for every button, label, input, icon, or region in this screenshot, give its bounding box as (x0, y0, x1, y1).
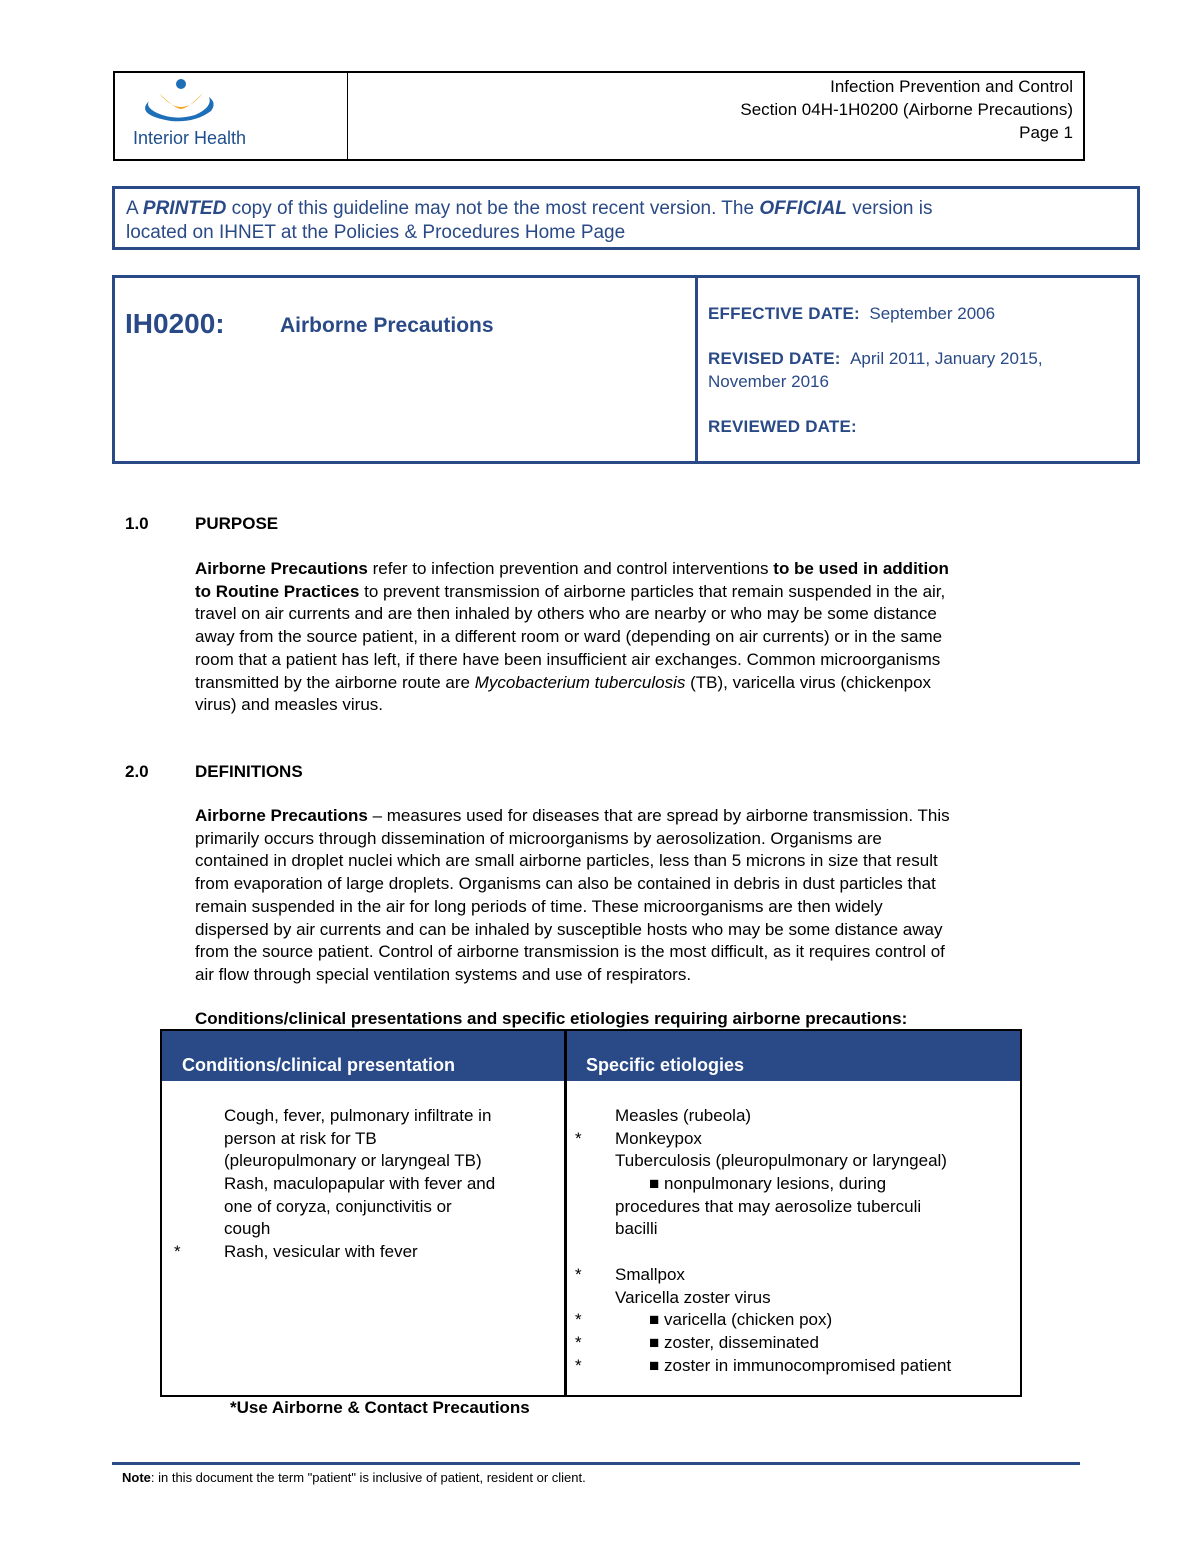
text-run: room that a patient has left, if there have been insufficient air exchanges. Common microorganisms (195, 649, 941, 669)
table-cell-line (162, 1196, 562, 1219)
svg-text:Interior Health: Interior Health (133, 128, 247, 148)
document-header (113, 71, 1085, 161)
table-cell-line (567, 1218, 1019, 1241)
table-cell-line (567, 1264, 1019, 1287)
table-caption: Conditions/clinical presentations and specific etiologies requiring airborne precautions: (195, 1009, 908, 1028)
table-cell-line (162, 1173, 562, 1196)
paragraph-line (195, 672, 1075, 695)
table-cell-text: person at risk for TB (224, 1128, 377, 1148)
table-cell-text: Rash, maculopapular with fever and (224, 1174, 496, 1194)
printed-copy-notice (112, 186, 1140, 250)
notice-text: copy of this guideline may not be the most recent version. The (226, 198, 760, 219)
notice-location: located on IHNET at the Policies & Procedures Home Page (126, 222, 626, 243)
notice-text: version is (846, 198, 933, 219)
asterisk-marker: * (575, 1310, 582, 1330)
logo (115, 73, 348, 159)
table-cell-text: Varicella zoster virus (615, 1287, 771, 1307)
paragraph-line (195, 873, 1075, 896)
table-cell-text: ■ nonpulmonary lesions, during (649, 1174, 887, 1194)
paragraph-line (195, 581, 1075, 604)
notice-text: A (126, 198, 143, 219)
table-cell-text: Measles (rubeola) (615, 1106, 752, 1125)
footer-note-label: Note (122, 1470, 151, 1485)
paragraph-line (195, 896, 1075, 919)
table-cell-text: cough (224, 1219, 271, 1239)
text-run: to prevent transmission of airborne particles that remain suspended in the air, (359, 581, 946, 601)
table-cell-text: Tuberculosis (pleuropulmonary or laryngeal) (615, 1151, 947, 1171)
asterisk-marker: * (575, 1355, 582, 1375)
header-page-number: Page 1 (1019, 123, 1073, 142)
table-cell-line (162, 1105, 562, 1128)
table-cell-text: ■ zoster, disseminated (649, 1332, 819, 1352)
text-run: Airborne Precautions (195, 806, 368, 825)
reviewed-date-label: REVIEWED DATE: (708, 417, 857, 436)
section-number: 1.0 (125, 514, 149, 533)
paragraph-line (195, 919, 1075, 942)
footer-note (122, 1470, 586, 1485)
table-cell-text: (pleuropulmonary or laryngeal TB) (224, 1151, 482, 1171)
etiologies-column (567, 1105, 1019, 1377)
table-cell-line (567, 1196, 1019, 1219)
paragraph-line (195, 828, 1075, 851)
text-run: virus) and measles virus. (195, 695, 384, 715)
definitions-paragraph (195, 805, 1075, 987)
reviewed-date (708, 415, 1128, 438)
text-run: dispersed by air currents and can be inhaled by susceptible hosts who may be some distance away (195, 919, 943, 939)
table-cell-line (162, 1218, 562, 1241)
table-cell-text: ■ zoster in immunocompromised patient (649, 1355, 952, 1375)
revised-date (708, 347, 1128, 393)
column-header: Specific etiologies (586, 1055, 745, 1075)
revised-date-label: REVISED DATE: (708, 349, 841, 368)
paragraph-line (195, 964, 1075, 987)
effective-date-label: EFFECTIVE DATE: (708, 304, 860, 323)
policy-title-box (112, 275, 1140, 464)
table-cell-line (567, 1287, 1019, 1310)
divider (695, 278, 698, 461)
text-run: refer to infection prevention and control interventions (367, 559, 774, 578)
asterisk-marker: * (174, 1242, 181, 1262)
policy-name: Airborne Precautions (280, 314, 494, 337)
table-footnote: *Use Airborne & Contact Precautions (230, 1398, 530, 1417)
text-run: to Routine Practices (195, 581, 360, 601)
table-cell-line (567, 1105, 1019, 1128)
text-run: Airborne Precautions (195, 559, 368, 578)
column-header: Conditions/clinical presentation (182, 1055, 456, 1075)
table-cell-text: Monkeypox (615, 1128, 702, 1148)
section-title: PURPOSE (195, 514, 279, 533)
notice-official: OFFICIAL (759, 198, 847, 219)
conditions-table (160, 1029, 1022, 1397)
effective-date-value: September 2006 (869, 304, 996, 323)
text-run: from evaporation of large droplets. Organisms can also be contained in debris in dust particles that (195, 874, 936, 894)
asterisk-marker: * (575, 1264, 582, 1284)
text-run: Mycobacterium tuberculosis (474, 672, 686, 692)
revised-date-value: November 2016 (708, 372, 829, 391)
interior-health-logo-icon (115, 73, 347, 159)
text-run: air flow through special ventilation systems and use of respirators. (195, 964, 692, 984)
header-section: Section 04H-1H0200 (Airborne Precautions) (740, 100, 1073, 119)
text-run: away from the source patient, in a different room or ward (depending on air currents) or in the same (195, 627, 943, 647)
text-run: from the source patient. Control of airborne transmission is the most difficult, as it requires control of (195, 942, 945, 962)
policy-code: IH0200: (125, 308, 225, 339)
table-cell-text: Smallpox (615, 1264, 685, 1284)
effective-date (708, 302, 1128, 325)
table-cell-text: Rash, vesicular with fever (224, 1242, 418, 1262)
paragraph-line (195, 558, 1075, 581)
table-cell-text: one of coryza, conjunctivitis or (224, 1196, 452, 1216)
table-cell-line (567, 1241, 1019, 1264)
text-run: – measures used for diseases that are spread by airborne transmission. This (367, 806, 950, 825)
paragraph-line (195, 626, 1075, 649)
table-cell-text: Cough, fever, pulmonary infiltrate in (224, 1106, 492, 1125)
header-department: Infection Prevention and Control (830, 77, 1073, 96)
table-cell-line (567, 1309, 1019, 1332)
table-cell-line (567, 1150, 1019, 1173)
table-cell-line (567, 1332, 1019, 1355)
table-cell-text: procedures that may aerosolize tuberculi (615, 1196, 922, 1216)
table-cell-text: ■ varicella (chicken pox) (649, 1310, 833, 1330)
text-run: (TB), varicella virus (chickenpox (685, 672, 932, 692)
footer-note-text: : in this document the term "patient" is inclusive of patient, resident or client. (150, 1470, 586, 1485)
footer-rule (112, 1462, 1080, 1465)
paragraph-line (195, 850, 1075, 873)
section-title: DEFINITIONS (195, 762, 303, 781)
text-run: contained in droplet nuclei which are small airborne particles, less than 5 microns in size that result (195, 851, 938, 871)
table-cell-line (162, 1128, 562, 1151)
paragraph-line (195, 694, 1075, 717)
text-run: to be used in addition (773, 559, 949, 578)
notice-printed: PRINTED (142, 198, 227, 219)
section-number: 2.0 (125, 762, 149, 781)
paragraph-line (195, 805, 1075, 828)
paragraph-line (195, 941, 1075, 964)
table-cell-line (567, 1355, 1019, 1378)
table-cell-line (567, 1173, 1019, 1196)
text-run: remain suspended in the air for long periods of time. These microorganisms are then widely (195, 896, 883, 916)
paragraph-line (195, 603, 1075, 626)
text-run: travel on air currents and are then inhaled by others who are nearby or who may be some distance (195, 604, 937, 624)
header-text (740, 75, 1073, 144)
asterisk-marker: * (575, 1128, 582, 1148)
revised-date-value: April 2011, January 2015, (850, 349, 1043, 368)
conditions-column (162, 1105, 562, 1264)
table-cell-line (162, 1150, 562, 1173)
paragraph-line (195, 649, 1075, 672)
text-run: primarily occurs through dissemination of microorganisms by aerosolization. Organisms are (195, 828, 882, 848)
table-cell-line (567, 1128, 1019, 1151)
text-run: transmitted by the airborne route are (195, 672, 475, 692)
asterisk-marker: * (575, 1332, 582, 1352)
table-cell-line (162, 1241, 562, 1264)
table-cell-text: bacilli (615, 1219, 658, 1239)
purpose-paragraph (195, 558, 1075, 717)
